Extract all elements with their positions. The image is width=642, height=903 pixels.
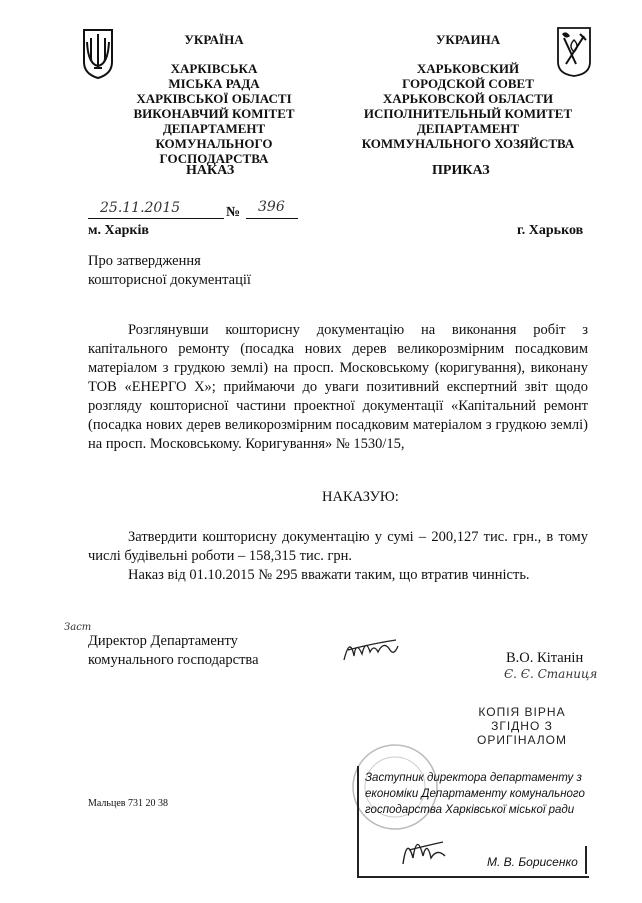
- number-label: №: [226, 205, 241, 220]
- ukr-header-line: ХАРКІВСЬКА: [170, 61, 258, 76]
- order-number: 396: [258, 199, 285, 215]
- certify-stamp-text: [365, 770, 587, 818]
- rus-header-line: ГОРОДСКОЙ СОВЕТ: [402, 76, 534, 91]
- signer-title-line: Директор Департаменту: [88, 633, 238, 649]
- ukr-header-line: ХАРКІВСЬКОЇ ОБЛАСТІ: [136, 91, 292, 106]
- doc-type-ukr: НАКАЗ: [186, 163, 235, 178]
- date-underline: [88, 218, 224, 219]
- copy-stamp-line: КОПІЯ ВІРНА: [478, 705, 566, 719]
- handwritten-name: Є. Є. Станиця: [504, 667, 598, 681]
- ukr-header-line: КОМУНАЛЬНОГО ГОСПОДАРСТВА: [155, 136, 273, 166]
- rus-country: УКРАИНА: [435, 32, 501, 47]
- executor: Мальцев 731 20 38: [88, 798, 168, 809]
- order-word: НАКАЗУЮ:: [322, 489, 399, 505]
- certify-stamp-name: М. В. Борисенко: [487, 855, 578, 869]
- signer-title-line: комунального господарства: [88, 652, 259, 668]
- rus-header: [358, 32, 578, 151]
- ukr-country: УКРАЇНА: [184, 32, 244, 47]
- order-date: 25.11.2015: [100, 200, 181, 216]
- certify-stamp-line: економіки Департаменту комунального: [365, 788, 585, 800]
- order-subject: [88, 252, 251, 290]
- rus-header-line: ХАРЬКОВСКОЙ ОБЛАСТИ: [382, 91, 554, 106]
- city-rus: г. Харьков: [517, 223, 584, 238]
- doc-type-rus: ПРИКАЗ: [432, 163, 490, 178]
- signer-title: [88, 632, 259, 670]
- certify-stamp-line: господарства Харківської міської ради: [365, 804, 575, 816]
- rus-header-line: ХАРЬКОВСКИЙ: [416, 61, 520, 76]
- copy-stamp-line: ОРИГІНАЛОМ: [477, 733, 567, 747]
- deputy-signature-icon: [399, 828, 449, 872]
- handwritten-prefix: Заст: [64, 622, 92, 633]
- city-ukr: м. Харків: [88, 223, 149, 238]
- ukr-header: [108, 32, 320, 166]
- rus-header-line: КОММУНАЛЬНОГО ХОЗЯЙСТВА: [361, 136, 575, 151]
- number-underline: [246, 218, 298, 219]
- order-item-2: Наказ від 01.10.2015 № 295 вважати таким, що втратив чинність.: [128, 567, 530, 583]
- rus-header-line: ДЕПАРТАМЕНТ: [416, 121, 520, 136]
- signer-name: В.О. Кітанін: [506, 650, 584, 666]
- subject-line: кошторисної документації: [88, 272, 251, 288]
- subject-line: Про затвердження: [88, 253, 201, 269]
- stamp-right-edge: [585, 846, 587, 874]
- ukr-header-line: МІСЬКА РАДА: [168, 76, 260, 91]
- ukr-header-line: ДЕПАРТАМЕНТ: [162, 121, 266, 136]
- preamble-paragraph: Розглянувши кошторисну документацію на виконання робіт з капітального ремонту (посадка нових дерев великорозмірним посадковим матеріалом з грудкою землі) на просп. Московському (коригування), виконану ТОВ «ЕНЕРГО Х»; приймаючи до уваги позитивний експертний звіт щодо розгляду кошторисної частини проектної документації «Капітальний ремонт (посадка нових дерев великорозмірним посадковим матеріалом з грудкою землі) на просп. Московському. Коригування» № 1530/15,: [88, 322, 588, 452]
- rus-header-line: ИСПОЛНИТЕЛЬНЫЙ КОМИТЕТ: [363, 106, 573, 121]
- certify-stamp: [357, 766, 589, 878]
- copy-stamp: [470, 705, 574, 747]
- order-item-1: Затвердити кошторисну документацію у сумі – 200,127 тис. грн., в тому числі будівельні роботи – 158,315 тис. грн.: [88, 529, 588, 564]
- ukr-header-line: ВИКОНАВЧИЙ КОМІТЕТ: [133, 106, 295, 121]
- certify-stamp-line: Заступник директора департаменту з: [365, 772, 582, 784]
- copy-stamp-line: ЗГІДНО З: [491, 719, 553, 733]
- director-signature-icon: [340, 630, 402, 668]
